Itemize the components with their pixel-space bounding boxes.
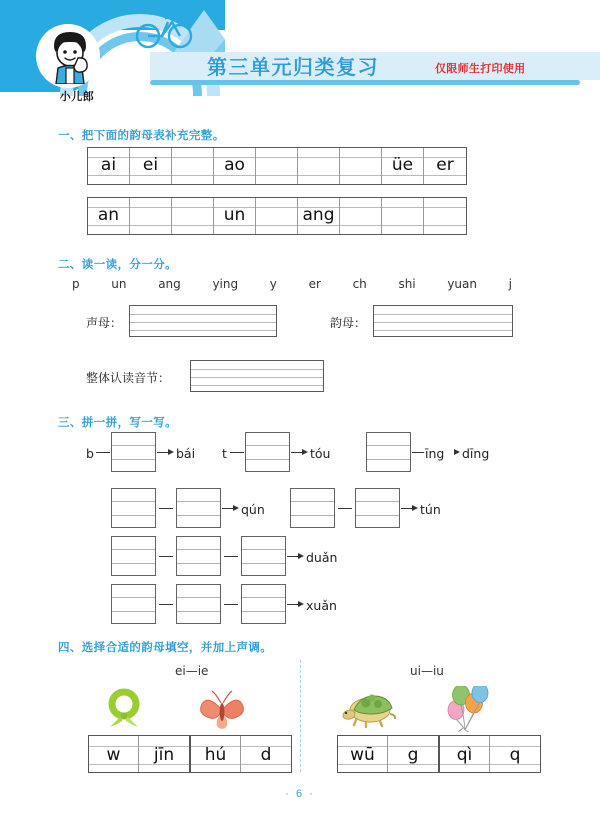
arrow-icon: [302, 449, 308, 455]
table-cell[interactable]: [298, 198, 340, 234]
cell-text: [172, 155, 213, 176]
spell-write-box[interactable]: [245, 432, 290, 472]
yunmu-table-row-2: [87, 197, 467, 235]
print-note: 仅限师生打印使用: [435, 63, 526, 75]
cell-text: [382, 205, 423, 226]
spell-result: tóu: [310, 446, 331, 461]
group-heading-left: ei—ie: [175, 664, 209, 678]
zhengti-label: 整体认读音节：: [86, 371, 171, 385]
table-cell[interactable]: [214, 148, 256, 184]
table-cell[interactable]: [130, 148, 172, 184]
answer-text: g: [407, 745, 419, 765]
answer-text: d: [260, 745, 272, 765]
yunmu-table-row-1: [87, 147, 467, 185]
spell-write-box[interactable]: [176, 536, 221, 576]
cell-text: [340, 155, 381, 176]
cell-text: [424, 205, 466, 226]
syllable-item: j: [508, 277, 512, 291]
spell-result: qún: [241, 502, 265, 517]
spell-result: bái: [176, 446, 196, 461]
spell-write-box[interactable]: [111, 584, 156, 624]
spell-write-box[interactable]: [241, 536, 286, 576]
answer-text: hú: [204, 745, 227, 765]
cell-text: [256, 155, 297, 176]
arrow-icon: [168, 449, 174, 455]
answer-text: jīn: [153, 745, 175, 765]
table-cell[interactable]: [340, 198, 382, 234]
spell-dash: [224, 604, 238, 605]
table-cell[interactable]: [88, 148, 130, 184]
spell-dash: [338, 508, 352, 509]
balloons-icon: [443, 686, 491, 732]
spell-result: tún: [420, 502, 441, 517]
spell-middle: īng: [425, 446, 445, 461]
spell-dash: [412, 452, 424, 453]
answer-cell[interactable]: [440, 736, 490, 772]
section-2-title: 二、读一读，分一分。: [58, 259, 177, 271]
table-cell[interactable]: [298, 148, 340, 184]
table-cell[interactable]: [256, 148, 298, 184]
spell-dash: [159, 556, 173, 557]
spell-dash: [230, 452, 244, 453]
butterfly-icon: [198, 688, 246, 732]
spell-result: dīng: [462, 446, 490, 461]
table-cell[interactable]: [88, 198, 130, 234]
table-cell[interactable]: [382, 148, 424, 184]
page-title: 第三单元归类复习: [207, 57, 379, 79]
cell-text: [298, 155, 339, 176]
table-cell[interactable]: [256, 198, 298, 234]
table-cell[interactable]: [424, 148, 466, 184]
shengmu-label: 声母：: [86, 316, 123, 330]
cell-text: [340, 205, 381, 226]
section-4-title: 四、选择合适的韵母填空，并加上声调。: [58, 642, 273, 654]
spell-prefix: b: [86, 446, 94, 461]
arrow-icon: [454, 449, 460, 455]
syllable-item: yuan: [447, 277, 477, 291]
cell-text: [130, 205, 171, 226]
answer-text: wū: [350, 745, 375, 765]
syllable-item: er: [308, 277, 321, 291]
shengmu-answer-box[interactable]: [129, 305, 277, 337]
arrow-icon: [233, 505, 239, 511]
table-cell[interactable]: [340, 148, 382, 184]
yunmu-label: 韵母：: [330, 316, 367, 330]
answer-cell[interactable]: [139, 736, 189, 772]
spell-dash: [159, 508, 173, 509]
syllable-list: [72, 277, 512, 291]
cell-text: ao: [224, 155, 245, 175]
answer-box-balloons[interactable]: [439, 735, 541, 773]
table-cell[interactable]: [214, 198, 256, 234]
cell-text: [172, 205, 213, 226]
spell-write-box[interactable]: [176, 488, 221, 528]
cell-text: üe: [391, 155, 414, 175]
spell-dash: [96, 452, 110, 453]
section-1-title: 一、把下面的韵母表补充完整。: [58, 130, 225, 142]
cell-text: ai: [100, 155, 117, 175]
syllable-item: shi: [398, 277, 416, 291]
group-heading-right: ui—iu: [410, 664, 444, 678]
table-cell[interactable]: [382, 198, 424, 234]
answer-cell[interactable]: [241, 736, 291, 772]
spell-write-box[interactable]: [111, 432, 156, 472]
cell-text: un: [223, 205, 246, 225]
spell-write-box[interactable]: [111, 536, 156, 576]
spell-prefix: t: [222, 446, 227, 461]
answer-cell[interactable]: [490, 736, 540, 772]
cell-text: ang: [302, 205, 335, 225]
answer-box-turtle[interactable]: [337, 735, 439, 773]
cell-text: er: [436, 155, 454, 175]
spell-result: duǎn: [306, 550, 338, 565]
section-4-divider: [300, 660, 301, 772]
header-underline: [150, 80, 580, 85]
spell-dash: [159, 604, 173, 605]
spell-write-box[interactable]: [355, 488, 400, 528]
answer-text: qì: [456, 745, 473, 765]
syllable-item: p: [72, 277, 80, 291]
syllable-item: ying: [212, 277, 239, 291]
green-wreath-icon: [102, 688, 148, 732]
table-cell[interactable]: [424, 198, 466, 234]
section-3-title: 三、拼一拼，写一写。: [58, 417, 177, 429]
header-mask-right: [225, 0, 600, 52]
syllable-item: y: [269, 277, 277, 291]
syllable-item: un: [111, 277, 127, 291]
answer-cell[interactable]: [338, 736, 388, 772]
arrow-icon: [298, 553, 304, 559]
cell-text: ei: [142, 155, 159, 175]
answer-text: q: [509, 745, 521, 765]
spell-write-box[interactable]: [241, 584, 286, 624]
page-number: · 6 ·: [285, 788, 315, 800]
syllable-item: ch: [352, 277, 367, 291]
syllable-item: ang: [158, 277, 181, 291]
spell-write-box[interactable]: [366, 432, 411, 472]
arrow-icon: [298, 601, 304, 607]
mascot-boy-icon: [44, 28, 96, 84]
yunmu-answer-box[interactable]: [373, 305, 513, 337]
logo-text: 小儿郎: [59, 91, 95, 103]
turtle-icon: [340, 690, 396, 730]
table-cell[interactable]: [172, 148, 214, 184]
table-cell[interactable]: [130, 198, 172, 234]
answer-box-butterfly[interactable]: [190, 735, 292, 773]
spell-write-box[interactable]: [290, 488, 335, 528]
spell-result: xuǎn: [306, 598, 337, 613]
answer-text: w: [106, 745, 121, 765]
answer-cell[interactable]: [191, 736, 241, 772]
cell-text: [256, 205, 297, 226]
cell-text: an: [97, 205, 120, 225]
answer-box-wreath[interactable]: [88, 735, 190, 773]
spell-dash: [224, 556, 238, 557]
table-cell[interactable]: [172, 198, 214, 234]
page-header: [0, 0, 600, 108]
answer-cell[interactable]: [89, 736, 139, 772]
zhengti-answer-box[interactable]: [190, 360, 324, 392]
spell-write-box[interactable]: [111, 488, 156, 528]
arrow-icon: [412, 505, 418, 511]
spell-write-box[interactable]: [176, 584, 221, 624]
answer-cell[interactable]: [388, 736, 438, 772]
